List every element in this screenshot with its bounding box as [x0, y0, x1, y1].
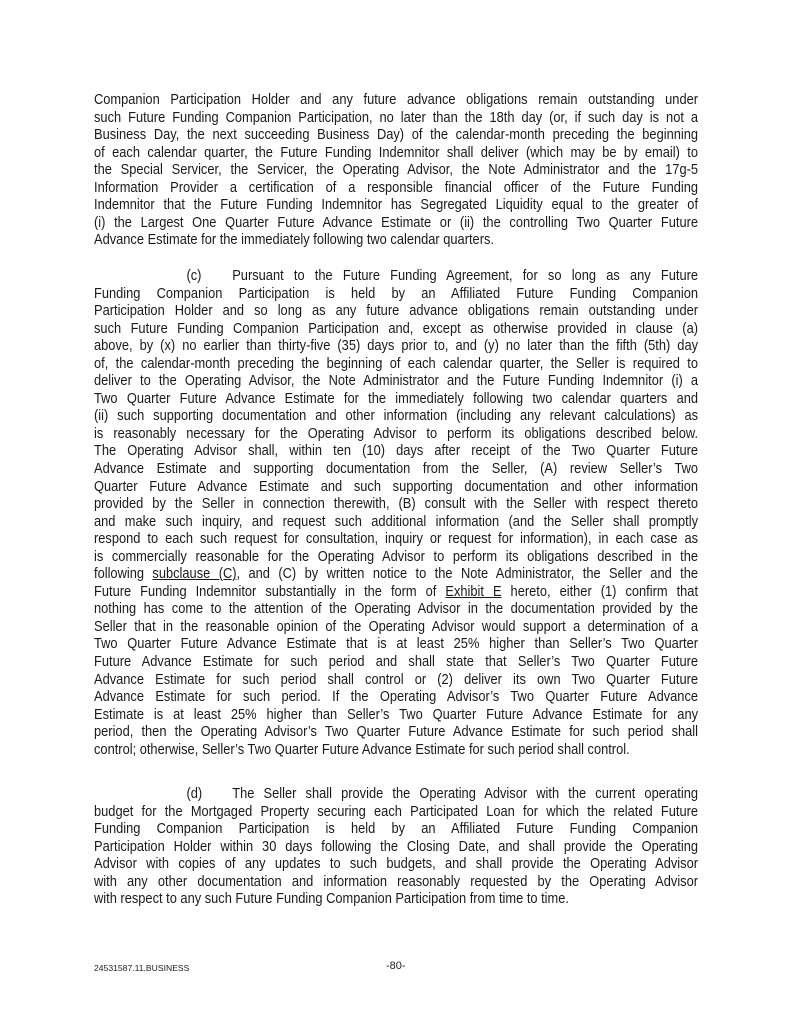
text-line: Advance Estimate and supporting documentation from the Seller, (A) review Seller’s Two [94, 461, 699, 478]
text-line: provided by the Seller in connection therewith, (B) consult with the Seller with respect thereto [94, 496, 699, 513]
paragraph-c-label: (c) [186, 268, 202, 284]
text-line: such Future Funding Companion Participation and, except as otherwise provided in clause (a) [94, 320, 699, 337]
text-line: (i) the Largest One Quarter Future Advance Estimate or (ii) the controlling Two Quarter Future [94, 214, 699, 231]
text-line: of, the calendar-month preceding the beginning of each calendar quarter, the Seller is required to [94, 355, 699, 372]
text-line: respond to each such request for consultation, inquiry or request for information), in each case as [94, 531, 699, 548]
paragraph-continued [94, 92, 698, 250]
text-line: Information Provider a certification of a responsible financial officer of the Future Funding [94, 179, 699, 196]
text-line: Indemnitor that the Future Funding Indemnitor has Segregated Liquidity equal to the greater of [94, 197, 699, 214]
text-line: Participation Holder within 30 days following the Closing Date, and shall provide the Operating [94, 838, 699, 855]
text-line: Quarter Future Advance Estimate and such supporting documentation and other information [94, 478, 699, 495]
text-line: Advance Estimate for such period shall control or (2) deliver its own Two Quarter Future [94, 671, 699, 688]
text-line: deliver to the Operating Advisor, the Note Administrator and the Future Funding Indemnitor (i) a [94, 373, 699, 390]
text-segment: following [94, 566, 153, 583]
text-line: period, then the Operating Advisor’s Two Quarter Future Advance Estimate for such period shall [94, 724, 699, 741]
text-line: Estimate is at least 25% higher than Seller’s Two Quarter Future Advance Estimate for any [94, 706, 699, 723]
text-line: is commercially reasonable for the Operating Advisor to perform its obligations described in the [94, 548, 699, 565]
text-line: Future Advance Estimate for such period and shall state that Seller’s Two Quarter Future [94, 654, 699, 671]
exhibit-e-reference[interactable]: Exhibit E [445, 583, 502, 600]
paragraph-c-first-line [94, 268, 698, 286]
footer-document-id: 24531587.11.BUSINESS [94, 963, 190, 973]
text-line: Seller that in the reasonable opinion of the Operating Advisor would support a determination of a [94, 618, 699, 635]
text-line: the Special Servicer, the Servicer, the Operating Advisor, the Note Administrator and the 17g-5 [94, 162, 699, 179]
text-line [94, 584, 698, 602]
paragraph-d-label: (d) [186, 786, 203, 802]
text-line: nothing has come to the attention of the Operating Advisor in the documentation provided by the [94, 601, 699, 618]
text-line: Advance Estimate for such period. If the Operating Advisor’s Two Quarter Future Advance [94, 689, 699, 706]
text-line: The Operating Advisor shall, within ten (10) days after receipt of the Two Quarter Future [94, 443, 699, 460]
text-line: Two Quarter Future Advance Estimate for the immediately following two calendar quarters and [94, 390, 699, 407]
text-segment: , and (C) by written notice to the Note Administrator, the Seller and the [236, 566, 699, 583]
text-line: of each calendar quarter, the Future Funding Indemnitor shall deliver (which may be by email) to [94, 144, 699, 161]
text-line: above, by (x) no earlier than thirty-five (35) days prior to, and (y) no later than the fifth (5th) day [94, 338, 699, 355]
text-segment: Future Funding Indemnitor substantially in the form of [94, 583, 446, 600]
text-line: Advance Estimate for the immediately following two calendar quarters. [94, 232, 494, 249]
text-line: and make such inquiry, and request such additional information (and the Seller shall promptly [94, 513, 699, 530]
subclause-c-reference[interactable]: subclause (C) [152, 566, 237, 583]
paragraph-c [94, 268, 698, 759]
text-line: Advisor with copies of any updates to such budgets, and shall provide the Operating Advisor [94, 856, 699, 873]
text-line: Companion Participation Holder and any future advance obligations remain outstanding under [94, 92, 699, 108]
paragraph-d-first-line [94, 786, 698, 804]
paragraph-d [94, 786, 698, 909]
text-line: Funding Companion Participation is held by an Affiliated Future Funding Companion [94, 285, 699, 302]
text-line: with any other documentation and information reasonably requested by the Operating Advisor [94, 873, 699, 890]
text-line: Two Quarter Future Advance Estimate that is at least 25% higher than Seller’s Two Quarter [94, 636, 699, 653]
text-line: Funding Companion Participation is held by an Affiliated Future Funding Companion [94, 821, 699, 838]
paragraph-d-first-text: The Seller shall provide the Operating Advisor with the current operating [232, 786, 699, 802]
text-segment: hereto, either (1) confirm that [501, 583, 699, 600]
paragraph-c-first-text: Pursuant to the Future Funding Agreement, for so long as any Future [232, 268, 699, 284]
text-line: control; otherwise, Seller’s Two Quarter Future Advance Estimate for such period shall control. [94, 741, 630, 758]
text-line: Business Day, the next succeeding Business Day) of the calendar-month preceding the beginning [94, 127, 699, 144]
text-line: Participation Holder and so long as any future advance obligations remain outstanding under [94, 303, 699, 320]
text-line: (ii) such supporting documentation and other information (including any relevant calculations) as [94, 408, 699, 425]
text-line [94, 566, 698, 584]
text-line: with respect to any such Future Funding Companion Participation from time to time. [94, 891, 569, 908]
text-line: such Future Funding Companion Participation, no later than the 18th day (or, if such day is not a [94, 109, 699, 126]
text-line: is reasonably necessary for the Operating Advisor to perform its obligations described below. [94, 425, 699, 442]
footer-page-number: -80- [386, 960, 406, 972]
text-line: budget for the Mortgaged Property securing each Participated Loan for which the related Future [94, 803, 699, 820]
